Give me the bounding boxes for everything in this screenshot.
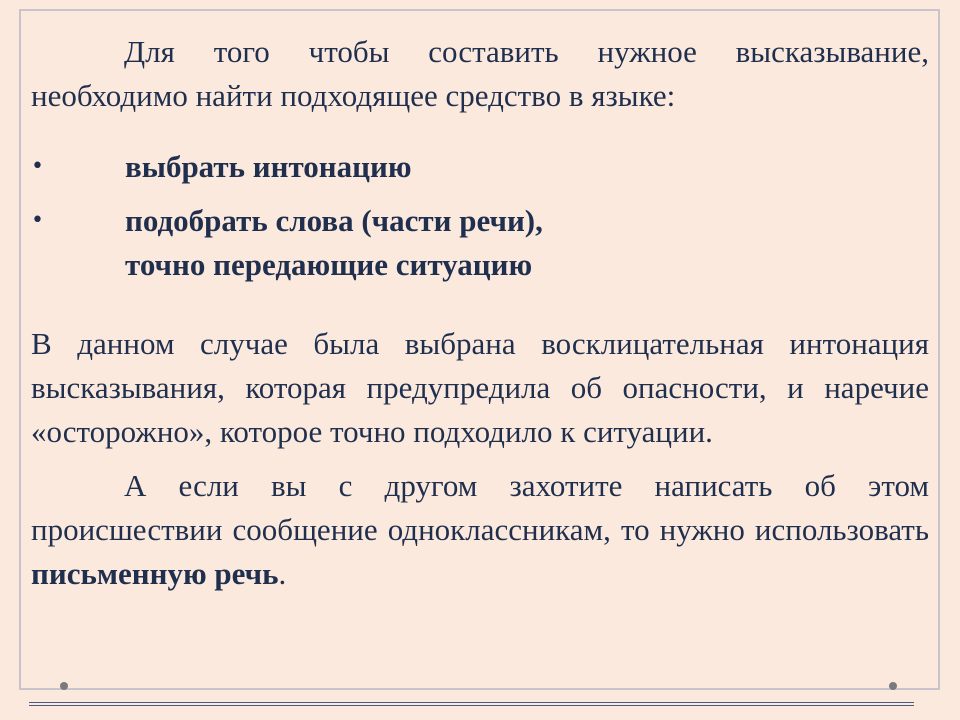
slide-content	[31, 30, 929, 596]
period-text: .	[278, 556, 287, 591]
message-paragraph	[31, 464, 929, 596]
bullet-icon: •	[31, 154, 44, 179]
spacer	[31, 454, 929, 464]
spacer	[31, 297, 929, 322]
bottom-rule	[29, 702, 914, 703]
message-text: А если вы с другом захотите написать об этом происшествии сообщение одноклассникам, то нужно использовать	[31, 468, 929, 547]
bottom-rule	[29, 705, 914, 706]
exclamation-paragraph: В данном случае была выбрана восклицательная интонация высказывания, которая предупредила об опасности, и наречие «осторожно», которое точно подходило к ситуации.	[31, 326, 929, 449]
bullet-icon: •	[31, 208, 44, 233]
bullet-item-words	[31, 199, 929, 287]
intro-paragraph: Для того чтобы составить нужное высказывание, необходимо найти подходящее средство в языке:	[31, 34, 929, 113]
bullet-line-2: точно передающие ситуацию	[125, 247, 533, 282]
right-dot-icon	[889, 682, 897, 690]
written-speech-text: письменную речь	[31, 556, 279, 591]
bullet-text: выбрать интонацию	[125, 149, 412, 184]
bullet-line-1: подобрать слова (части речи),	[125, 203, 543, 238]
left-dot-icon	[60, 682, 68, 690]
bullet-item-intonation	[31, 145, 929, 189]
